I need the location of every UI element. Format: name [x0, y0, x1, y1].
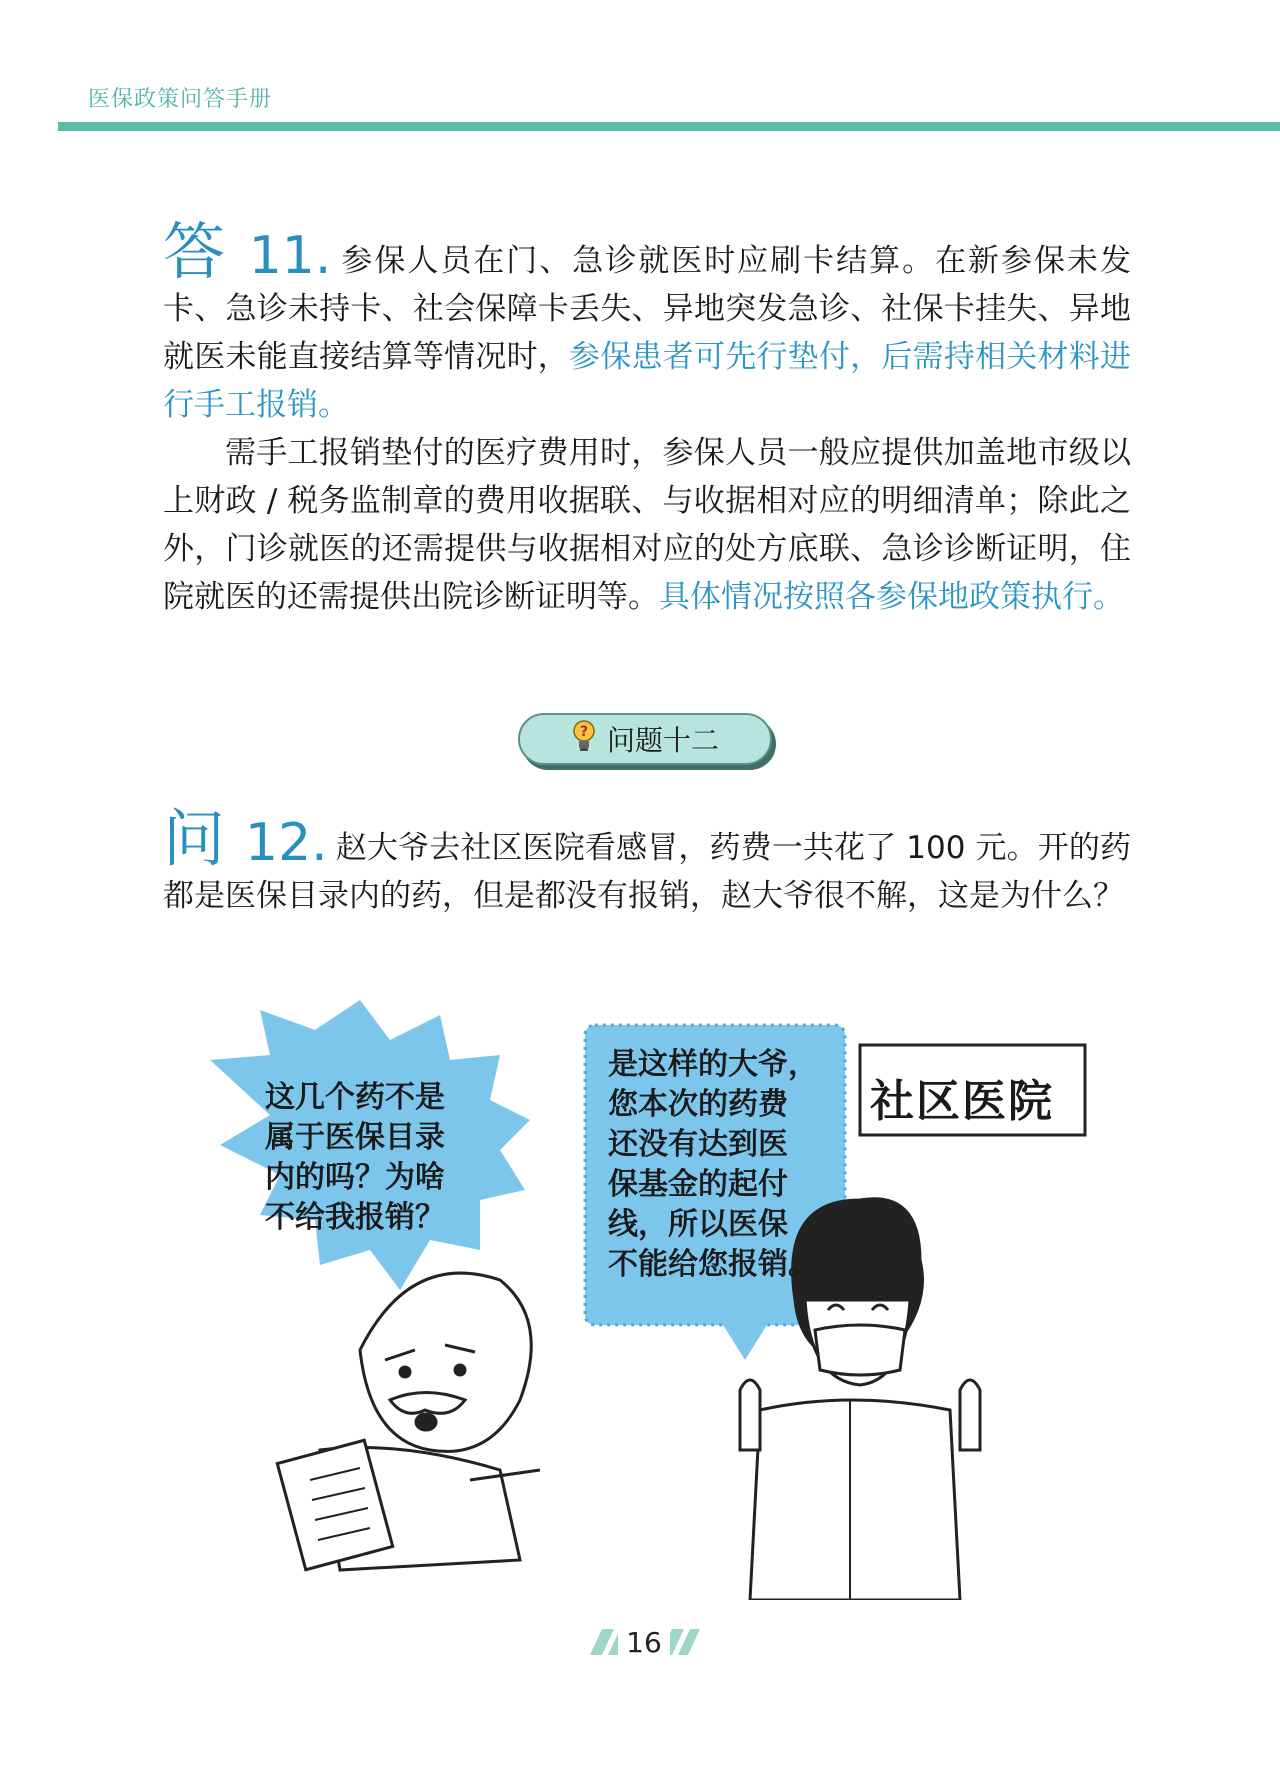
- answer-11-paragraph-2: [163, 429, 1131, 621]
- answer-11-block: [163, 215, 1132, 621]
- left-bubble-line: 不给我报销？: [265, 1200, 445, 1235]
- answer-lead-char: 答: [163, 215, 227, 288]
- right-bubble-line: 是这样的大爷，: [608, 1047, 818, 1082]
- left-bubble-line: 内的吗？为啥: [265, 1160, 445, 1195]
- hospital-sign-text: 社区医院: [870, 1076, 1054, 1127]
- svg-text:?: ?: [579, 723, 589, 740]
- left-bubble-line: 属于医保目录: [265, 1120, 445, 1155]
- page-number: 16: [618, 1626, 670, 1659]
- answer-lead-num: 11.: [248, 226, 332, 286]
- answer-11-highlight-2: 具体情况按照各参保地政策执行。: [659, 579, 1124, 615]
- section-pill: [518, 713, 772, 765]
- header-rule: [58, 122, 1280, 131]
- question-lead-char: 问: [163, 802, 226, 875]
- question-lead-num: 12.: [245, 813, 328, 873]
- question-12-block: [163, 802, 1131, 920]
- right-bubble-line: 线，所以医保: [608, 1207, 788, 1242]
- section-pill-label: 问题十二: [606, 724, 719, 757]
- right-bubble-line: 您本次的药费: [608, 1087, 788, 1122]
- right-bubble-line: 保基金的起付: [608, 1167, 788, 1202]
- answer-11-highlight: 参保患者可先行垫付，后需持相关材料进行手工报销。: [163, 339, 1132, 423]
- answer-11-lead: [163, 215, 331, 288]
- question-12-lead: [163, 802, 328, 875]
- old-man-figure: [277, 1273, 540, 1570]
- lightbulb-icon: [571, 719, 597, 760]
- answer-11-text: 参保人员在门、急诊就医时应刷卡结算。在新参保未发卡、急诊未持卡、社会保障卡丢失、异地突发急诊、社保卡挂失、异地就医未能直接结算等情况时，: [163, 243, 1131, 375]
- right-bubble-line: 还没有达到医: [608, 1127, 788, 1162]
- left-bubble-line: 这几个药不是: [265, 1080, 445, 1115]
- answer-11-paragraph-1: [163, 215, 1132, 429]
- question-12-text: 赵大爷去社区医院看感冒，药费一共花了 100 元。开的药都是医保目录内的药，但是都没有报销，赵大爷很不解，这是为什么？: [163, 830, 1131, 914]
- right-bubble-text: [608, 1045, 818, 1285]
- answer-11-text-2: 需手工报销垫付的医疗费用时，参保人员一般应提供加盖地市级以上财政 / 税务监制章的费用收据联、与收据相对应的明细清单；除此之外，门诊就医的还需提供与收据相对应的处方底联、急诊诊断证明，住院就医的还需提供出院诊断证明等。: [163, 435, 1131, 615]
- header-title: 医保政策问答手册: [88, 87, 273, 112]
- right-bubble-line: 不能给您报销。: [608, 1247, 818, 1282]
- left-bubble-text: [265, 1078, 445, 1238]
